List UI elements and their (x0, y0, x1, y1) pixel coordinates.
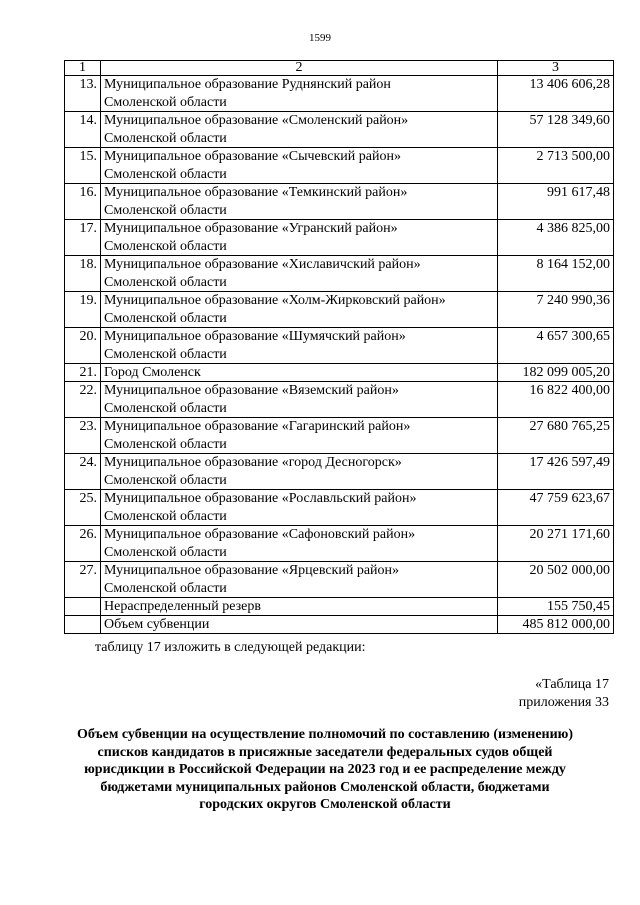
municipality-name (101, 328, 498, 364)
table-row (65, 328, 614, 364)
title-line: бюджетами муниципальных районов Смоленской области, бюджетами (100, 779, 550, 795)
amount-cell: 16 822 400,00 (498, 382, 614, 418)
column-header: 2 (101, 61, 498, 76)
amount-cell: 57 128 349,60 (498, 112, 614, 148)
name-line: Муниципальное образование «Темкинский район» (104, 185, 408, 200)
table-row (65, 598, 614, 616)
row-number: 18. (65, 256, 101, 292)
row-number: 23. (65, 418, 101, 454)
municipality-name (101, 598, 498, 616)
row-number: 25. (65, 490, 101, 526)
amount-cell: 155 750,45 (498, 598, 614, 616)
municipality-name (101, 148, 498, 184)
table-row (65, 490, 614, 526)
row-number: 26. (65, 526, 101, 562)
table-row (65, 382, 614, 418)
name-line: Муниципальное образование «Угранский район» (104, 221, 398, 236)
amount-cell: 182 099 005,20 (498, 364, 614, 382)
name-line: Смоленской области (104, 580, 227, 596)
municipality-name (101, 562, 498, 598)
row-number: 27. (65, 562, 101, 598)
municipality-name (101, 220, 498, 256)
name-line: Смоленской области (104, 274, 227, 290)
row-number: 21. (65, 364, 101, 382)
name-line: Город Смоленск (104, 365, 201, 380)
amount-cell: 17 426 597,49 (498, 454, 614, 490)
row-number: 19. (65, 292, 101, 328)
table-reference (519, 676, 609, 712)
table-row (65, 364, 614, 382)
table-row (65, 616, 614, 634)
table-row (65, 526, 614, 562)
table-row (65, 256, 614, 292)
municipality-name (101, 454, 498, 490)
amount-cell: 991 617,48 (498, 184, 614, 220)
amount-cell: 7 240 990,36 (498, 292, 614, 328)
table-row (65, 292, 614, 328)
row-number: 24. (65, 454, 101, 490)
table-header-row (65, 61, 614, 76)
title-line: городских округов Смоленской области (199, 797, 451, 812)
municipality-name (101, 526, 498, 562)
table-row (65, 418, 614, 454)
municipality-name (101, 418, 498, 454)
name-line: Смоленской области (104, 310, 227, 326)
municipality-name (101, 184, 498, 220)
amount-cell: 4 657 300,65 (498, 328, 614, 364)
name-line: Муниципальное образование Руднянский район (104, 77, 391, 92)
row-number: 14. (65, 112, 101, 148)
table-ref-line: приложения 33 (518, 695, 609, 710)
column-header: 1 (65, 61, 101, 76)
amount-cell: 20 502 000,00 (498, 562, 614, 598)
name-line: Муниципальное образование «Сафоновский район» (104, 527, 416, 542)
name-line: Муниципальное образование «Шумячский район» (104, 329, 406, 344)
table-row (65, 112, 614, 148)
row-number: 15. (65, 148, 101, 184)
row-number: 17. (65, 220, 101, 256)
name-line: Смоленской области (104, 130, 227, 146)
table-row (65, 454, 614, 490)
name-line: Смоленской области (104, 238, 227, 254)
row-number: 22. (65, 382, 101, 418)
amount-cell: 2 713 500,00 (498, 148, 614, 184)
table-title (40, 726, 610, 814)
table-row (65, 148, 614, 184)
title-line: Объем субвенции на осуществление полномочий по составлению (изменению) (76, 727, 574, 742)
municipality-name (101, 364, 498, 382)
name-line: Муниципальное образование «Сычевский район» (104, 149, 401, 164)
row-number: 20. (65, 328, 101, 364)
table-row (65, 220, 614, 256)
amount-cell: 47 759 623,67 (498, 490, 614, 526)
name-line: Муниципальное образование «Смоленский район» (104, 113, 409, 128)
amount-cell: 485 812 000,00 (498, 616, 614, 634)
column-header: 3 (498, 61, 614, 76)
table-ref-line: «Таблица 17 (535, 677, 609, 692)
row-number (65, 616, 101, 634)
municipality-name (101, 112, 498, 148)
municipality-name (101, 256, 498, 292)
name-line: Муниципальное образование «город Десногорск» (104, 455, 402, 470)
amount-cell: 13 406 606,28 (498, 76, 614, 112)
amount-cell: 20 271 171,60 (498, 526, 614, 562)
municipality-name (101, 292, 498, 328)
name-line: Смоленской области (104, 544, 227, 560)
municipality-name (101, 616, 498, 634)
subvention-table (64, 60, 614, 634)
instruction-text: таблицу 17 изложить в следующей редакции: (95, 640, 366, 655)
name-line: Смоленской области (104, 436, 227, 452)
name-line: Смоленской области (104, 508, 227, 524)
name-line: Смоленской области (104, 346, 227, 362)
amount-cell: 4 386 825,00 (498, 220, 614, 256)
table-row (65, 562, 614, 598)
name-line: Муниципальное образование «Вяземский район» (104, 383, 399, 398)
municipality-name (101, 76, 498, 112)
name-line: Муниципальное образование «Ярцевский район» (104, 563, 400, 578)
name-line: Муниципальное образование «Гагаринский район» (104, 419, 411, 434)
municipality-name (101, 382, 498, 418)
name-line: Смоленской области (104, 166, 227, 182)
title-line: юрисдикции в Российской Федерации на 2023 год и ее распределение между (84, 762, 566, 777)
name-line: Смоленской области (104, 400, 227, 416)
title-line: списков кандидатов в присяжные заседатели федеральных судов общей (97, 744, 553, 760)
name-line: Смоленской области (104, 94, 227, 110)
row-number (65, 598, 101, 616)
row-number: 13. (65, 76, 101, 112)
name-line: Муниципальное образование «Хиславичский район» (104, 257, 421, 272)
name-line: Объем субвенции (104, 617, 210, 632)
name-line: Муниципальное образование «Рославльский район» (104, 491, 417, 506)
name-line: Нераспределенный резерв (104, 599, 261, 614)
amount-cell: 27 680 765,25 (498, 418, 614, 454)
name-line: Муниципальное образование «Холм-Жирковский район» (104, 293, 446, 308)
name-line: Смоленской области (104, 202, 227, 218)
table-row (65, 76, 614, 112)
amount-cell: 8 164 152,00 (498, 256, 614, 292)
table-row (65, 184, 614, 220)
municipality-name (101, 490, 498, 526)
page-number: 1599 (309, 32, 331, 44)
name-line: Смоленской области (104, 472, 227, 488)
row-number: 16. (65, 184, 101, 220)
